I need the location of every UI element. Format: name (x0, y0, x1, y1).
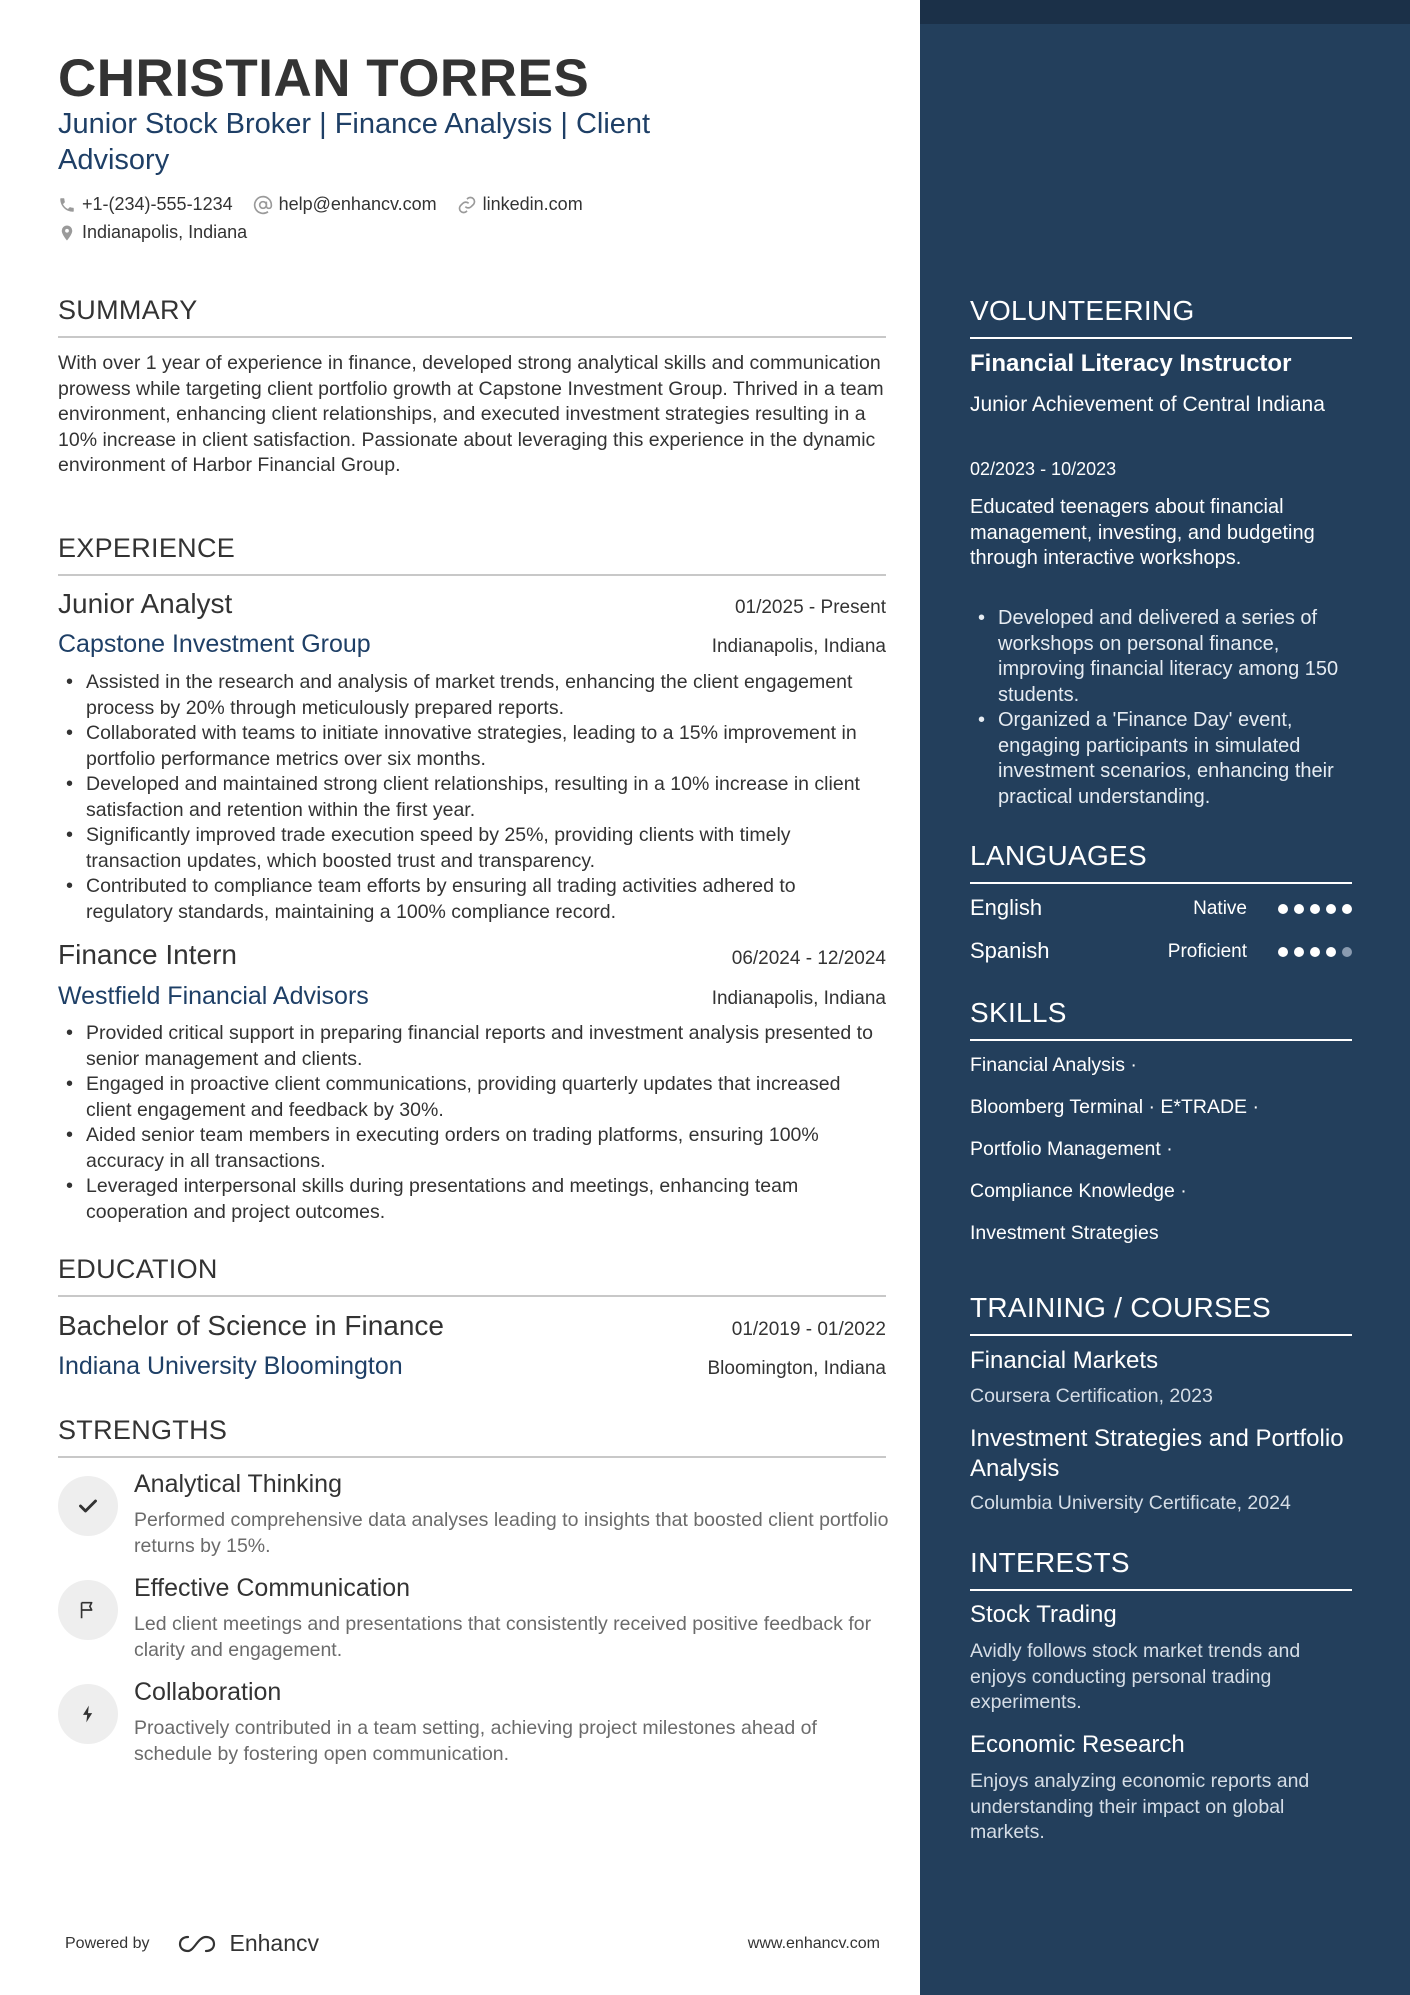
strength-desc: Proactively contributed in a team setting, achieving project milestones ahead of schedule by fostering open communication. (134, 1717, 817, 1765)
volunteer-dates: 02/2023 - 10/2023 (970, 459, 1117, 479)
job-company: Capstone Investment Group (58, 630, 371, 658)
list-item: • Provided critical support in preparing financial reports and investment analysis presented to senior management and clients. (58, 1021, 886, 1072)
rating-dot (1326, 947, 1336, 957)
language-row (970, 938, 1352, 968)
degree: Bachelor of Science in Finance (58, 1310, 444, 1341)
job-bullets (58, 670, 886, 925)
list-item: • Contributed to compliance team efforts by ensuring all trading activities adhered to regulatory standards, maintaining a 100% compliance record. (58, 874, 886, 925)
skills-heading: SKILLS (970, 997, 1352, 1041)
education-header (58, 1310, 886, 1342)
job-bullets (58, 1021, 886, 1225)
rating-dot (1294, 904, 1304, 914)
sidebar-top-band (920, 0, 1410, 24)
skill-tag: Financial Analysis · (970, 1054, 1137, 1076)
interest-title: Stock Trading (970, 1601, 1117, 1628)
enhancv-logo-icon (176, 1933, 222, 1955)
lightning-icon (78, 1703, 98, 1725)
strength-desc: Performed comprehensive data analyses leading to insights that boosted client portfolio returns by 15%. (134, 1509, 889, 1557)
checkmark-icon (78, 1496, 98, 1516)
education-dates: 01/2019 - 01/2022 (731, 1319, 886, 1340)
strengths-heading: STRENGTHS (58, 1415, 886, 1458)
skill-tag: Compliance Knowledge · (970, 1180, 1187, 1202)
summary-heading: SUMMARY (58, 295, 886, 338)
volunteering-heading: VOLUNTEERING (970, 295, 1352, 339)
strength-icon-badge (58, 1580, 118, 1640)
rating-dot (1342, 947, 1352, 957)
skill-tag: Investment Strategies (970, 1222, 1159, 1244)
list-item: • Organized a 'Finance Day' event, engaging participants in simulated investment scenarios, enhancing their practical understanding. (970, 708, 1352, 810)
interest-title: Economic Research (970, 1731, 1185, 1758)
volunteer-desc: Educated teenagers about financial management, investing, and budgeting through interactive workshops. (970, 496, 1315, 569)
flag-icon (77, 1599, 99, 1621)
volunteer-org: Junior Achievement of Central Indiana (970, 393, 1325, 416)
language-name: Spanish (970, 938, 1050, 963)
education-heading: EDUCATION (58, 1254, 886, 1297)
job-dates: 01/2025 - Present (734, 597, 886, 618)
location-pin-icon (58, 223, 76, 243)
course-subtitle: Coursera Certification, 2023 (970, 1385, 1213, 1407)
list-item: • Engaged in proactive client communications, providing quarterly updates that increased client engagement and feedback by 30%. (58, 1072, 886, 1123)
list-item: • Assisted in the research and analysis of market trends, enhancing the client engagement process by 20% through meticulously prepared reports. (58, 670, 886, 721)
sidebar (920, 0, 1410, 1995)
contact-row-2 (58, 222, 267, 243)
phone-icon (58, 196, 76, 214)
powered-by-label: Powered by (65, 1934, 150, 1952)
footer (65, 1930, 880, 1957)
job-company: Westfield Financial Advisors (58, 982, 369, 1010)
list-item: • Aided senior team members in executing orders on trading platforms, ensuring 100% accuracy in all transactions. (58, 1123, 886, 1174)
strength-icon-badge (58, 1476, 118, 1536)
rating-dot (1278, 904, 1288, 914)
training-heading: TRAINING / COURSES (970, 1292, 1352, 1336)
link-icon (457, 195, 477, 215)
volunteer-bullets (970, 606, 1352, 810)
list-item: • Developed and maintained strong client relationships, resulting in a 10% increase in client satisfaction and retention within the first year. (58, 772, 886, 823)
experience-heading: EXPERIENCE (58, 533, 886, 576)
strength-title: Analytical Thinking (134, 1470, 342, 1498)
school: Indiana University Bloomington (58, 1352, 403, 1380)
interest-desc: Avidly follows stock market trends and enjoys conducting personal trading experiments. (970, 1640, 1301, 1713)
contact-phone (58, 194, 233, 215)
brand-name: Enhancv (229, 1930, 320, 1956)
list-item: • Collaborated with teams to initiate innovative strategies, leading to a 15% improvement in portfolio performance metrics over six months. (58, 721, 886, 772)
rating-dot (1326, 904, 1336, 914)
languages-heading: LANGUAGES (970, 840, 1352, 884)
at-icon (253, 195, 273, 215)
language-level: Native (1193, 898, 1247, 919)
job-location: Indianapolis, Indiana (711, 636, 886, 657)
language-rating (1272, 904, 1352, 914)
job-title: Finance Intern (58, 939, 237, 970)
job-header (58, 588, 886, 620)
volunteer-role: Financial Literacy Instructor (970, 350, 1292, 377)
linkedin-text: linkedin.com (482, 194, 583, 214)
list-item: • Significantly improved trade execution speed by 25%, providing clients with timely transaction updates, which boosted trust and transparency. (58, 823, 886, 874)
email-text: help@enhancv.com (278, 194, 437, 214)
strength-icon-badge (58, 1684, 118, 1744)
language-row (970, 895, 1352, 925)
summary-text: With over 1 year of experience in finance, developed strong analytical skills and communication prowess while targeting client portfolio growth at Capstone Investment Group. Thrived in a team environment, enhancing client relationships, and executed investment strategies resulting in a 10% increase in client satisfaction. Passionate about leveraging this experience in the dynamic environment of Harbor Financial Group. (58, 352, 884, 476)
rating-dot (1342, 904, 1352, 914)
list-item: • Developed and delivered a series of workshops on personal finance, improving financial literacy among 150 students. (970, 606, 1352, 708)
skill-tag: Portfolio Management · (970, 1138, 1173, 1160)
footer-left (65, 1930, 319, 1957)
contact-row (58, 194, 603, 215)
job-title: Junior Analyst (58, 588, 233, 619)
contact-linkedin[interactable] (457, 194, 583, 215)
contact-location (58, 222, 247, 243)
language-rating (1272, 947, 1352, 957)
footer-url[interactable]: www.enhancv.com (747, 1934, 880, 1952)
job-location: Indianapolis, Indiana (711, 988, 886, 1009)
location-text: Indianapolis, Indiana (82, 222, 248, 242)
school-location: Bloomington, Indiana (707, 1358, 886, 1379)
strength-title: Effective Communication (134, 1574, 411, 1602)
candidate-title: Junior Stock Broker | Finance Analysis | Client Advisory (58, 108, 651, 176)
job-dates: 06/2024 - 12/2024 (731, 948, 886, 969)
language-name: English (970, 895, 1043, 920)
language-level: Proficient (1167, 941, 1247, 962)
phone-text: +1-(234)-555-1234 (82, 194, 233, 214)
interest-desc: Enjoys analyzing economic reports and understanding their impact on global markets. (970, 1770, 1310, 1843)
job-company-row (58, 630, 886, 659)
education-school-row (58, 1352, 886, 1381)
job-header (58, 939, 886, 971)
job-company-row (58, 982, 886, 1011)
rating-dot (1310, 947, 1320, 957)
strength-desc: Led client meetings and presentations that consistently received positive feedback for clarity and engagement. (134, 1613, 872, 1661)
course-subtitle: Columbia University Certificate, 2024 (970, 1492, 1291, 1514)
brand-logo[interactable] (176, 1930, 320, 1957)
rating-dot (1278, 947, 1288, 957)
candidate-name: CHRISTIAN TORRES (58, 49, 590, 108)
skill-tag: Bloomberg Terminal · E*TRADE · (970, 1096, 1259, 1118)
contact-email[interactable] (253, 194, 437, 215)
course-title: Financial Markets (970, 1347, 1159, 1374)
strength-title: Collaboration (134, 1678, 282, 1706)
interests-heading: INTERESTS (970, 1547, 1352, 1591)
rating-dot (1294, 947, 1304, 957)
rating-dot (1310, 904, 1320, 914)
course-title: Investment Strategies and Portfolio Analysis (970, 1425, 1344, 1482)
list-item: • Leveraged interpersonal skills during presentations and meetings, enhancing team cooperation and project outcomes. (58, 1174, 886, 1225)
